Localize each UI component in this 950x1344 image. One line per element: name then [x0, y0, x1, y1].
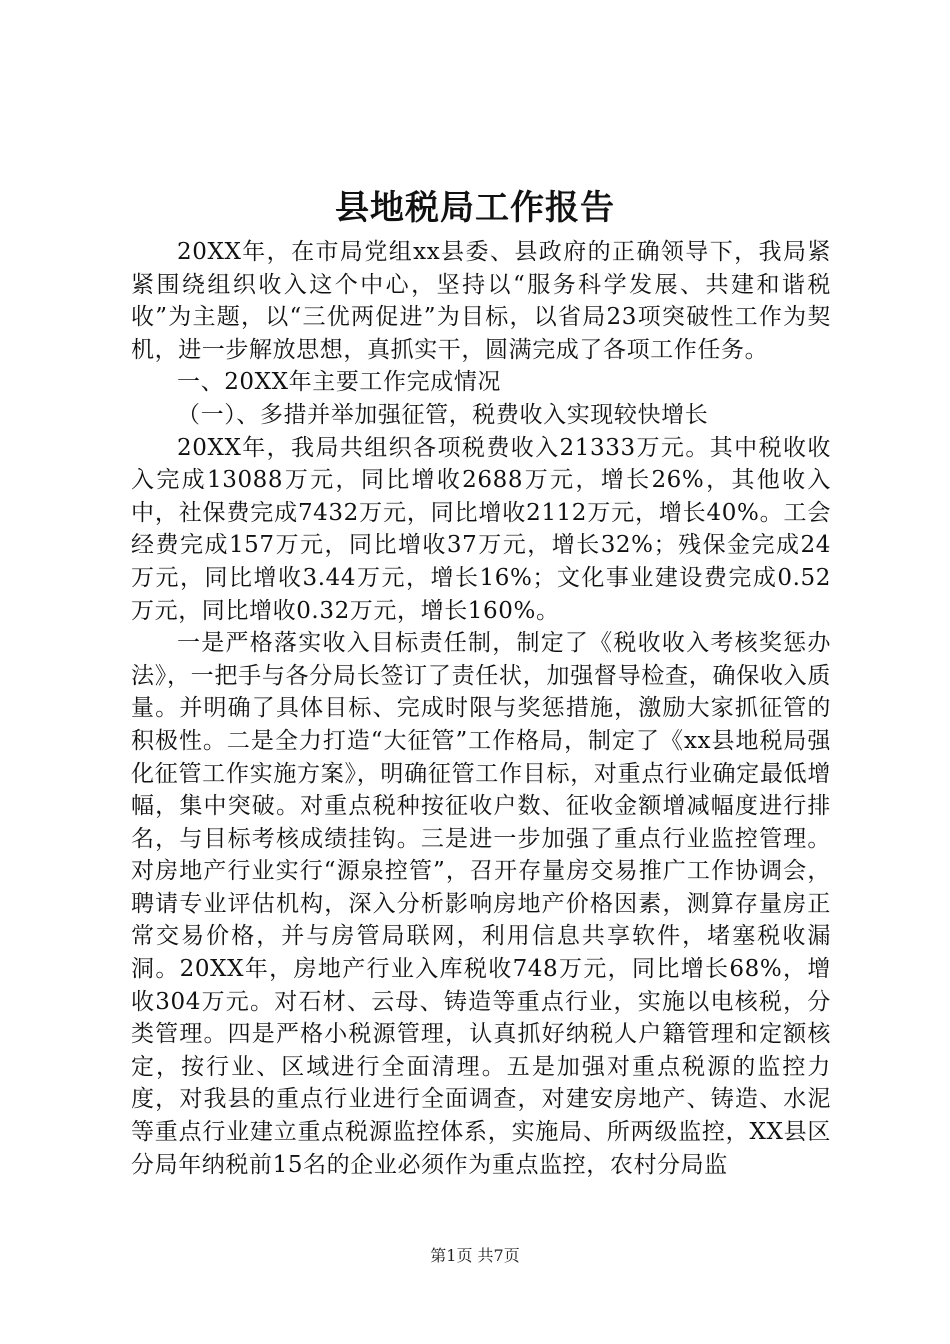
paragraph-intro: 20XX年，在市局党组xx县委、县政府的正确领导下，我局紧紧围绕组织收入这个中心，坚持以“服务科学发展、共建和谐税收”为主题，以“三优两促进”为目标，以省局23项突破性工作为契机，进一步解放思想，真抓实干，圆满完成了各项工作任务。 [131, 239, 831, 363]
document-title: 县地税局工作报告 [335, 188, 615, 228]
subsection-heading: （一）、多措并举加强征管，税费收入实现较快增长 [177, 401, 709, 428]
document-body [131, 236, 831, 1181]
paragraph-revenue: 20XX年，我局共组织各项税费收入21333万元。其中税收收入完成13088万元，同比增收2688万元，增长26%，其他收入中，社保费完成7432万元，同比增收2112万元，增长40%。工会经费完成157万元，同比增收37万元，增长32%；残保金完成24万元，同比增收3.44万元，增长16%；文化事业建设费完成0.52万元，同比增收0.32万元，增长160%。 [131, 434, 831, 624]
section-heading: 一、20XX年主要工作完成情况 [177, 369, 502, 396]
page-number-footer: 第1页 共7页 [430, 1246, 520, 1265]
paragraph-measures: 一是严格落实收入目标责任制，制定了《税收收入考核奖惩办法》，一把手与各分局长签订了责任状，加强督导检查，确保收入质量。并明确了具体目标、完成时限与奖惩措施，激励大家抓征管的积极性。二是全力打造“大征管”工作格局，制定了《xx县地税局强化征管工作实施方案》，明确征管工作目标，对重点行业确定最低增幅，集中突破。对重点税种按征收户数、征收金额增减幅度进行排名，与目标考核成绩挂钩。三是进一步加强了重点行业监控管理。对房地产行业实行“源泉控管”，召开存量房交易推广工作协调会，聘请专业评估机构，深入分析影响房地产价格因素，测算存量房正常交易价格，并与房管局联网，利用信息共享软件，堵塞税收漏洞。20XX年，房地产行业入库税收748万元，同比增长68%，增收304万元。对石材、云母、铸造等重点行业，实施以电核税，分类管理。四是严格小税源管理，认真抓好纳税人户籍管理和定额核定，按行业、区域进行全面清理。五是加强对重点税源的监控力度，对我县的重点行业进行全面调查，对建安房地产、铸造、水泥等重点行业建立重点税源监控体系，实施局、所两级监控，XX县区分局年纳税前15名的企业必须作为重点监控，农村分局监 [131, 630, 831, 1178]
